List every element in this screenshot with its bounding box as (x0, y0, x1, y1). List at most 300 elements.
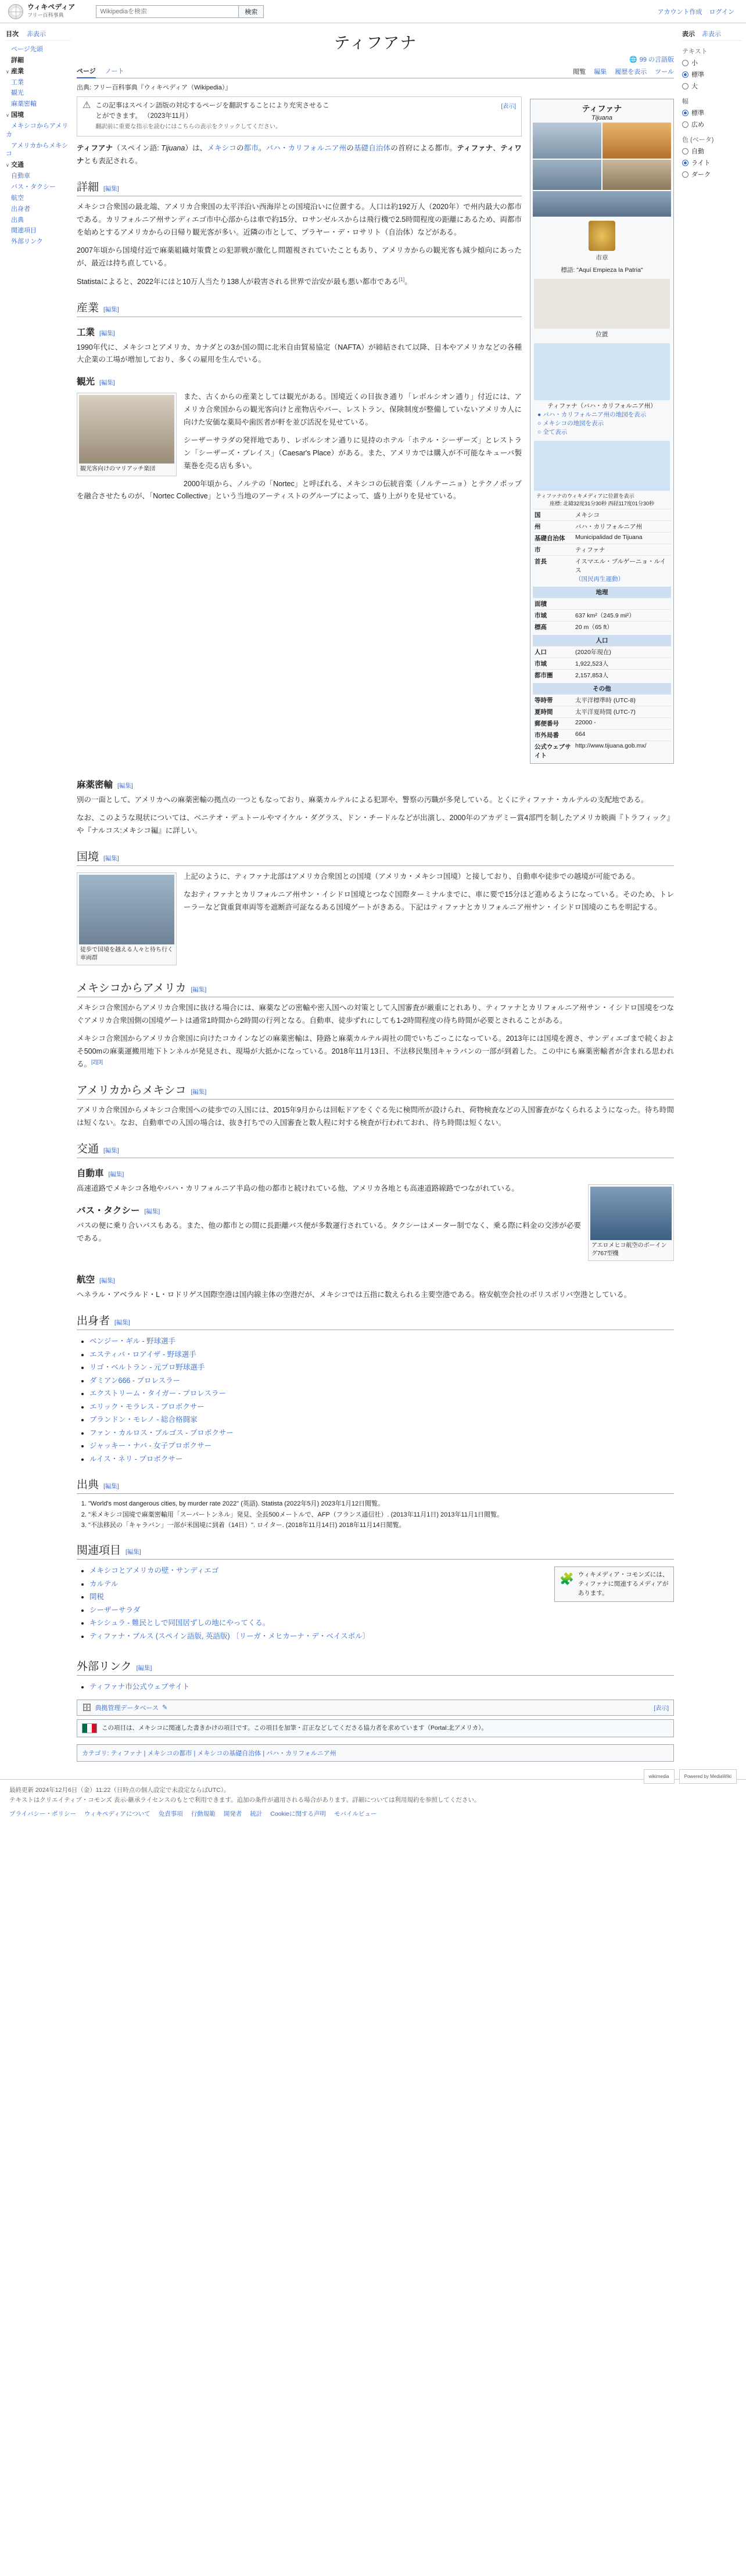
appearance-group-title-2: 色 (ベータ) (682, 136, 714, 143)
radio-icon[interactable] (682, 83, 688, 89)
toc-tab-hide[interactable]: 非表示 (27, 31, 46, 38)
toc-item-label[interactable]: 外部リンク (11, 238, 43, 246)
person-item-label[interactable]: エスティバ・ロアイザ - 野球選手 (89, 1350, 196, 1359)
infobox-title (533, 102, 671, 123)
reference-item[interactable] (88, 1510, 674, 1521)
infobox-admin-row (533, 555, 671, 584)
radio-icon[interactable] (682, 171, 688, 178)
related-item-label[interactable]: メキシコとアメリカの壁・サンディエゴ (89, 1567, 219, 1575)
search-button[interactable]: 検索 (238, 5, 264, 18)
mediawiki-badge[interactable]: Powered by MediaWiki (679, 1769, 737, 1784)
infobox-geo-row (533, 621, 671, 633)
external-item[interactable] (89, 1680, 674, 1694)
infobox-pop-row (533, 658, 671, 669)
toc-item-16[interactable] (6, 236, 71, 247)
infobox-pop-header: 人口 (533, 635, 671, 646)
people-list (77, 1335, 674, 1465)
appearance-groups (682, 46, 741, 179)
toc-item-0[interactable] (6, 44, 71, 55)
toc-item-label[interactable]: 関連項目 (11, 227, 37, 235)
infobox-state-map (533, 340, 671, 438)
tourism-para-1: また、古くからの産業としては観光がある。国境近くの目抜き通り「レボルシオン通り」付近には、アメリカ合衆国からの観光客向けと産物店やバー、レストラン、保険制度が整備していないアメリカ人に向けた安価な薬局や歯医者が軒を並び活況を見せている。 (184, 393, 522, 427)
border-para-2: なおティファナとカリフォルニア州サン・イシドロ国境とつなぐ国際ターミナルまでに、車に要で15分ほど進めるようになっている。そのため、トレーラーなど貨重貨車両等を遮断許可証なるある国境ゲートがきある。下記はティファナとカリフォルニア州サン・イシドロ国境のこちを明記する。 (184, 890, 674, 911)
authority-control-edit[interactable]: ✎ (162, 1704, 168, 1712)
infobox-location-caption: 位置 (596, 331, 608, 339)
toc-item-label[interactable]: 産業 (11, 67, 24, 75)
infobox-other-key: 郵便番号 (535, 720, 559, 728)
toc-item-label[interactable]: 交通 (11, 161, 24, 169)
infobox-admin-key: 市 (535, 547, 541, 554)
appearance-option-label: ライト (691, 160, 711, 167)
infobox-geo-value (573, 598, 671, 609)
heading-text: 工業 (77, 327, 95, 337)
translation-notice (77, 96, 522, 136)
appearance-tab-hide[interactable]: 非表示 (702, 31, 721, 38)
footer-link[interactable]: ウィキペディアについて (84, 1810, 150, 1818)
lead-text: 、 (493, 144, 501, 153)
map-option-country[interactable]: ○ メキシコの地図を表示 (537, 420, 604, 427)
appearance-option-label: 小 (691, 60, 698, 67)
toc-item-label[interactable]: 観光 (11, 89, 24, 97)
lead-text: ）は、 (185, 144, 207, 153)
section-heading-refs (77, 1476, 674, 1494)
infobox-admin-value: イスマエル・ブルゲーニョ・ルイス （国民再生運動） (575, 558, 666, 583)
heading-text: 出典 (77, 1479, 99, 1492)
infobox-pop-key: 市域 (535, 660, 547, 668)
section-heading-related (77, 1542, 674, 1560)
external-links-list (77, 1680, 674, 1694)
appearance-option-label: 大 (691, 83, 698, 90)
heading-text: 麻薬密輸 (77, 780, 113, 791)
map-caption-1: ティファナ（バハ・カリフォルニア州） (547, 403, 657, 410)
thumb-airplane-caption: アエロメヒコ航空のボーイング767型機 (591, 1242, 667, 1258)
toc-item-9[interactable] (6, 160, 71, 171)
tab-tools[interactable]: ツール (655, 69, 674, 76)
thumb-mariachi (77, 393, 177, 476)
heading-text: 航空 (77, 1275, 95, 1285)
infobox-pop-value: 1,922,523人 (575, 660, 609, 668)
related-item-label[interactable]: キシシュラ - 難民としで同国居ずしの地にやってくる。 (89, 1619, 270, 1627)
infobox-other-rows (533, 694, 671, 761)
commons-box (554, 1567, 674, 1602)
infobox-geo-header: 地理 (533, 587, 671, 598)
related-item-label[interactable]: シーザーサラダ (89, 1605, 141, 1614)
lead-bold-term: ティファナ (457, 144, 493, 153)
photo-border-crossing (79, 875, 174, 944)
globe-small-icon: 🌐 (629, 56, 637, 63)
tab-talk[interactable]: ノート (105, 68, 124, 75)
toc-item-11[interactable] (6, 182, 71, 193)
chevron-down-icon: ∨ (6, 69, 9, 74)
stub-box (77, 1719, 674, 1737)
footer-links (9, 1809, 737, 1820)
toc-item-label[interactable]: 国境 (11, 112, 24, 119)
drugs-para-2: なお、このような現状については、ベニテオ・デュトールやマイケル・ダグラス、ドン・チードルなどが出演し、2000年のアカデミー賞4部門を制したアメリカ映画『トラフィック』や『ナルコス:メキシコ編』に詳しい。 (77, 814, 674, 835)
radio-icon[interactable] (682, 160, 688, 166)
infobox-other-value: 664 (575, 731, 586, 738)
photo-aeromexico-767 (590, 1187, 672, 1240)
thumb-airplane (588, 1184, 674, 1261)
toc-item-label[interactable]: 自動車 (11, 173, 30, 180)
infobox-other-key: 等時帯 (535, 697, 553, 705)
infobox-pop-value: (2020年現在) (575, 649, 611, 656)
infobox-other-row (533, 729, 671, 741)
edit-section-manufacturing[interactable]: [編集] (99, 329, 115, 337)
infobox-other-header: その他 (533, 683, 671, 694)
reference-list (77, 1499, 674, 1531)
person-item-label[interactable]: ファン・カルロス・ブルゴス - プロボクサー (89, 1428, 234, 1437)
car-para: 高速道路でメキシコ各地やバハ・カリフォルニア半島の他の都市と続けれている他、アメリカ各地とも高速道路線路でつながれている。 (77, 1184, 519, 1193)
person-item-label[interactable]: ブランドン・モレノ - 総合格闘家 (89, 1415, 198, 1424)
section-heading-bus (77, 1203, 581, 1216)
reference-item-label[interactable]: "米メキシコ国境で麻薬密輸用「スーパートンネル」発見、全長500メートルで、AFP（フランス通信社）. (2013年11月1日) 2013年11月1日閲覧。 (88, 1511, 504, 1518)
infobox-geo-row (533, 609, 671, 621)
categories-box (77, 1744, 674, 1762)
person-item-label[interactable]: ジャッキー・ナバ - 女子プロボクサー (89, 1442, 212, 1450)
radio-icon[interactable] (682, 71, 688, 78)
person-item-label[interactable]: ベンジー・ギル - 野球選手 (89, 1337, 176, 1346)
notice-line1: この記事はスペイン語版の対応するページを翻訳することにより充実させるこ (95, 102, 329, 109)
lead-text: の (346, 144, 354, 153)
commons-logo-icon: 🧩 (560, 1573, 574, 1586)
lead-italic: Tijuana (161, 144, 185, 153)
authority-control-label[interactable]: 典拠管理データベース (95, 1704, 159, 1712)
edit-section-industry[interactable]: [編集] (103, 306, 119, 313)
external-item-label[interactable]: ティファナ市公式ウェブサイト (89, 1683, 190, 1691)
section-heading-border (77, 848, 674, 866)
person-item-label[interactable]: ダミアン666 - プロレスラー (89, 1376, 181, 1385)
reference-item[interactable] (88, 1499, 674, 1510)
footer-link[interactable]: Cookieに関する声明 (270, 1810, 326, 1818)
infobox-other-key: 公式ウェブサイト (535, 743, 571, 760)
heading-text: バス・タクシー (77, 1206, 140, 1216)
person-item-label[interactable]: ルイス・ネリ - プロボクサー (89, 1454, 183, 1463)
lead-link[interactable]: 基礎自治体 (354, 144, 391, 153)
infobox-other-value: 太平洋夏時間 (UTC-7) (575, 709, 636, 716)
infobox-motto: 標語: "Aquí Empieza la Patria" (561, 267, 643, 274)
person-item[interactable] (89, 1335, 674, 1348)
appearance-tabs (682, 29, 741, 41)
appearance-option-0-2[interactable] (682, 81, 741, 91)
infobox-other-row (533, 741, 671, 761)
infobox-geo-rows (533, 598, 671, 633)
toc-item-5[interactable] (6, 99, 71, 110)
person-item[interactable] (89, 1374, 674, 1388)
footer-link[interactable]: モバイルビュー (334, 1810, 377, 1818)
article-tabs (77, 66, 674, 78)
section-heading-tourism (77, 375, 522, 387)
appearance-option-2-2[interactable] (682, 170, 741, 179)
reference-item-label[interactable]: "不法移民の「キャラバン」一部が米国境に到着（14日）". ロイター. (2018年11月14日) 2018年11月14日閲覧。 (88, 1522, 406, 1529)
sidebar-toc (0, 23, 73, 247)
heading-text: 詳細 (77, 181, 99, 194)
authority-control-box (77, 1700, 674, 1716)
toc-item-label[interactable]: 工業 (11, 78, 24, 86)
us-to-mx-para: アメリカ合衆国からメキシコ合衆国への徒歩での入国には、2015年9月からは回転ドアをくぐる先に検問所が設けられ、荷物検査などの入国審査がなくられるようになった。待ち時間は短くない。なお、自動車での入国の場合は、抜き打ちでの入国審査と数人程に対する検査が行われておれ、待ち時間は短くない。 (77, 1106, 674, 1127)
infobox-pop-key: 人口 (535, 649, 547, 656)
tab-read[interactable]: 閲覧 (573, 69, 586, 76)
footer-last-edit: 最終更新 2024年12月6日（金）11:22（日時点の個人設定で未設定ならばUTC）。 (9, 1786, 230, 1794)
infobox-seal-caption: 市章 (596, 254, 608, 262)
user-links (658, 7, 738, 16)
ref-3[interactable]: [3] (97, 1059, 103, 1065)
ref-1[interactable]: [1] (399, 276, 405, 282)
infobox-admin-key: 首長 (535, 558, 547, 566)
toc-item-15[interactable] (6, 225, 71, 236)
radio-icon[interactable] (682, 148, 688, 155)
infobox-other-key: 夏時間 (535, 709, 553, 716)
edit-section-bus[interactable]: [編集] (144, 1208, 160, 1216)
appearance-option-1-0[interactable] (682, 108, 741, 117)
appearance-option-label: 自動 (691, 148, 704, 155)
radio-icon[interactable] (682, 60, 688, 66)
edit-section-detail[interactable]: [編集] (103, 185, 119, 193)
drugs-para-1: 別の一面として、アメリカへの麻薬密輸の拠点の一つともなっており、麻薬カルテルによる犯罪や、警察の汚職が多発している。とくにティファナ・カルテルの支配地である。 (77, 796, 648, 804)
infobox-pop-key: 都市圏 (535, 672, 553, 680)
infobox-admin-value: メキシコ (575, 512, 600, 519)
person-item[interactable] (89, 1387, 674, 1400)
related-item-label[interactable]: ティファナ・ブルス (スペイン語版, 英語版) 〔リーガ・メヒカーナ・デ・ベイスボル〕 (89, 1632, 370, 1640)
person-item[interactable] (89, 1427, 674, 1440)
baja-california-map-image (534, 343, 670, 400)
infobox-admin-value: Municipalidad de Tijuana (575, 534, 643, 541)
edit-section-tourism[interactable]: [編集] (99, 379, 115, 387)
appearance-option-0-0[interactable] (682, 58, 741, 67)
infobox-geo-key: 面積 (535, 601, 547, 608)
photo-tijuana-skyline (533, 160, 601, 190)
person-item[interactable] (89, 1400, 674, 1414)
edit-section-drugs[interactable]: [編集] (117, 782, 133, 790)
lead-text: の首府による都市。 (390, 144, 457, 153)
section-heading-external (77, 1658, 674, 1676)
infobox-admin-row (533, 520, 671, 532)
toc-tabs (6, 29, 71, 41)
lead-text: （スペイン語: (113, 144, 162, 153)
database-icon: 🗄 (82, 1702, 92, 1712)
toc-item-label[interactable]: ページ先頭 (11, 46, 43, 53)
login-link[interactable]: ログイン (709, 8, 734, 16)
photo-mariachi (79, 395, 174, 464)
radio-icon[interactable] (682, 121, 688, 128)
infobox-pop-rows (533, 646, 671, 681)
page-title: ティフアナ (333, 34, 417, 52)
search-input[interactable] (96, 5, 238, 18)
radio-icon[interactable] (682, 110, 688, 116)
authority-control-show[interactable]: [表示] (654, 1705, 669, 1712)
toc-item-label[interactable]: メキシコからアメリカ (6, 122, 69, 138)
lead-text: とも表記される。 (84, 157, 142, 166)
toc-item-label[interactable]: 詳細 (11, 56, 24, 64)
language-count[interactable]: 99 の言語版 (639, 56, 674, 63)
infobox-images (533, 123, 671, 217)
infobox-admin-value: バハ・カリフォルニア州 (575, 523, 642, 531)
appearance-option-2-1[interactable] (682, 158, 741, 167)
related-item[interactable] (89, 1604, 674, 1617)
toc-item-3[interactable] (6, 77, 71, 88)
appearance-option-label: 標準 (691, 71, 704, 78)
related-item[interactable] (89, 1616, 674, 1630)
footer-link[interactable]: 統計 (250, 1810, 263, 1818)
lead-link[interactable]: バハ・カリフォルニア州 (266, 144, 347, 153)
related-item-label[interactable]: カルテル (89, 1579, 119, 1588)
toc-item-2[interactable] (6, 66, 71, 77)
section-heading-detail (77, 178, 522, 196)
notice-show-link[interactable]: [表示] (501, 103, 516, 110)
toc-item-1[interactable] (6, 55, 71, 66)
top-bar (0, 0, 746, 23)
section-heading-aviation (77, 1273, 674, 1285)
infobox-admin-row (533, 544, 671, 555)
footer-link[interactable]: 開発者 (223, 1810, 242, 1818)
person-item-label[interactable]: エクストリーム・タイガー - プロレスラー (89, 1389, 226, 1398)
edit-section-refs[interactable]: [編集] (103, 1483, 119, 1490)
map-option-state[interactable]: ● バハ・カリフォルニア州の地図を表示 (537, 411, 647, 419)
heading-text: 産業 (77, 301, 99, 314)
photo-tijuana-street (602, 160, 671, 190)
edit-section-us-to-mx[interactable]: [編集] (191, 1088, 207, 1096)
notice-text (95, 101, 329, 132)
appearance-option-0-1[interactable] (682, 70, 741, 79)
reference-item-label[interactable]: "World's most dangerous cities, by murder rate 2022" (英語). Statista (2022年5月) 2023年1月12日閲覧。 (88, 1500, 385, 1508)
toc-item-8[interactable] (6, 141, 71, 160)
language-selector[interactable] (77, 55, 674, 64)
heading-text: 国境 (77, 850, 99, 863)
categories-text[interactable]: カテゴリ: ティファナ | メキシコの都市 | メキシコの基礎自治体 | バハ・カリフォルニア州 (82, 1749, 336, 1757)
edit-section-people[interactable]: [編集] (114, 1319, 130, 1327)
toc-item-12[interactable] (6, 193, 71, 204)
infobox-geo-row (533, 598, 671, 609)
footer-link[interactable]: 行動規範 (191, 1810, 216, 1818)
infobox-other-key: 市外局番 (535, 732, 559, 739)
person-item[interactable] (89, 1348, 674, 1361)
section-heading-us-to-mx (77, 1082, 674, 1100)
lead-text: 。 (259, 144, 266, 153)
toc-item-label[interactable]: 出典 (11, 216, 24, 224)
heading-text: アメリカからメキシコ (77, 1084, 186, 1097)
toc-item-13[interactable] (6, 204, 71, 215)
heading-text: 外部リンク (77, 1661, 132, 1673)
section-heading-drugs (77, 778, 674, 791)
toc-item-4[interactable] (6, 88, 71, 99)
site-tagline: フリー百科事典 (27, 12, 64, 19)
stub-text: この項目は、メキシコに関連した書きかけの項目です。この項目を加筆・訂正などしてくださる協力者を求めています（Portal:北アメリカ）。 (102, 1724, 487, 1731)
page-footer (0, 1773, 746, 1832)
edit-section-transport[interactable]: [編集] (103, 1147, 119, 1155)
infobox-location-map (533, 276, 671, 340)
toc-item-10[interactable] (6, 171, 71, 182)
ref-2[interactable]: [2] (91, 1059, 98, 1065)
chevron-down-icon: ∨ (6, 163, 9, 168)
notice-line3: 翻訳前に重要な指示を読むにはこちらの表示をクリックしてください。 (95, 123, 281, 130)
tab-page[interactable]: ページ (77, 66, 96, 78)
edit-section-car[interactable]: [編集] (108, 1171, 124, 1179)
person-item-label[interactable]: エリック・モラレス - ブロボクサー (89, 1402, 205, 1411)
create-account-link[interactable]: アカウント作成 (657, 8, 702, 16)
infobox-other-row (533, 706, 671, 717)
toc-item-6[interactable] (6, 110, 71, 121)
footer-link[interactable]: プライバシー・ポリシー (9, 1810, 76, 1818)
source-line: 出典: フリー百科事典『ウィキペディア（Wikipedia）』 (77, 84, 232, 91)
heading-text: メキシコからアメリカ (77, 982, 186, 994)
appearance-option-label: ダーク (691, 171, 711, 178)
edit-section-aviation[interactable]: [編集] (99, 1277, 115, 1285)
infobox-title-es: Tijuana (591, 114, 612, 121)
thumb-mariachi-caption: 観光客向けのマリアッチ楽団 (80, 466, 156, 473)
toc-item-label[interactable]: 麻薬密輸 (11, 100, 37, 108)
person-item[interactable] (89, 1453, 674, 1466)
infobox-title-ja: ティファナ (582, 104, 622, 113)
commons-box-text: ウィキメディア・コモンズには、ティファナに関連するメディアがあります。 (578, 1571, 669, 1597)
toc-item-label[interactable]: 航空 (11, 194, 24, 202)
edit-section-related[interactable]: [編集] (125, 1549, 141, 1556)
photo-tijuana-panorama (533, 191, 671, 217)
photo-tijuana-cecut (533, 123, 601, 159)
edit-section-mx-to-us[interactable]: [編集] (191, 986, 207, 993)
toc-item-7[interactable] (6, 121, 71, 141)
infobox-other-row (533, 694, 671, 706)
infobox-geo-key: 市域 (535, 612, 547, 620)
section-heading-industry (77, 299, 522, 317)
infobox-admin-key: 基礎自治体 (535, 535, 565, 542)
manufacturing-para: 1990年代に、メキシコとアメリカ、カナダとの3か国の間に北米自由貿易協定（NAFTA）が締結されて以降、日本やアメリカなどの各種大企業の工場が増加しており、多くの雇用を生んでいる。 (77, 343, 522, 364)
mx-to-us-para-2 (77, 1033, 674, 1072)
border-para-1: 上記のように、ティファナ北部はアメリカ合衆国との国境（アメリカ・メキシコ国境）と接しており、自動車や徒歩での越境が可能である。 (184, 872, 640, 881)
infobox-admin-value: ティファナ (575, 547, 605, 554)
notice-line2: とができます。 (95, 112, 142, 120)
related-item-label[interactable]: 関税 (89, 1593, 105, 1601)
person-item[interactable] (89, 1413, 674, 1427)
person-item[interactable] (89, 1439, 674, 1453)
toc-item-label[interactable]: アメリカからメキシコ (6, 142, 69, 158)
toc-item-14[interactable] (6, 215, 71, 226)
infobox-other-value: 22000 - (575, 719, 596, 727)
heading-text: 自動車 (77, 1169, 104, 1179)
wikimedia-badge[interactable]: wikimedia (644, 1769, 675, 1784)
tab-edit[interactable]: 編集 (594, 69, 607, 76)
footer-link[interactable]: 免責事項 (158, 1810, 183, 1818)
edit-section-border[interactable]: [編集] (103, 854, 119, 862)
wikipedia-logo[interactable] (8, 3, 75, 19)
edit-section-external[interactable]: [編集] (136, 1665, 152, 1672)
detail-para-3: Statistaによると、2022年にはと10万人当たり138人が殺害される世界で治安が最も悪い都市である[1]。 (77, 276, 412, 286)
toc-item-label[interactable]: 出身者 (11, 205, 30, 213)
photo-tijuana-sunset (602, 123, 671, 159)
person-item-label[interactable]: リゴ・ベルトラン - 元プロ野球選手 (89, 1363, 205, 1372)
appearance-tab-show[interactable]: 表示 (682, 31, 695, 38)
lead-link[interactable]: 都市 (243, 144, 259, 153)
lead-text: の (236, 144, 244, 153)
thumb-border (77, 872, 177, 965)
infobox-pop-row (533, 646, 671, 658)
related-item[interactable] (89, 1630, 674, 1643)
appearance-option-1-1[interactable] (682, 120, 741, 129)
appearance-option-2-0[interactable] (682, 146, 741, 156)
toc-tab-contents[interactable]: 目次 (6, 31, 19, 38)
heading-text: 出身者 (77, 1315, 110, 1328)
map-credit: ティファナのウィキメディアに位置を表示 (536, 493, 634, 500)
map-option-all[interactable]: ○ 全て表示 (537, 429, 568, 436)
detail-para-1: メキシコ合衆国の最北端、アメリカ合衆国の太平洋沿い西海岸との国境沿いに位置する。人口は約192万人（2020年）で州内最大の都市である。カリフォルニア州サンディエゴ市中心部からは車で約15分、ロサンゼルスからは飛行機で2.5時間程度の距離にあるため、両都市を始めとするアメリカからの日帰り観光客が多い。近隣の市として、プラヤー・デ・ロサリト（自治体）などがある。 (77, 203, 522, 236)
toc-item-label[interactable]: バス・タクシー (11, 183, 56, 191)
mexico-flag-icon (82, 1723, 97, 1733)
tab-history[interactable]: 履歴を表示 (615, 69, 647, 76)
lead-link[interactable]: メキシコ (207, 144, 236, 153)
reference-item[interactable] (88, 1520, 674, 1531)
person-item[interactable] (89, 1361, 674, 1374)
appearance-option-label: 広め (691, 121, 704, 128)
infobox-coordinates[interactable]: 座標: 北緯32度31分30秒 西経117度01分30秒 (550, 501, 654, 507)
detail-para-3-text: Statistaによると、2022年にはと10万人当たり138人が殺害される世界で治安が最も悪い都市である (77, 277, 399, 286)
